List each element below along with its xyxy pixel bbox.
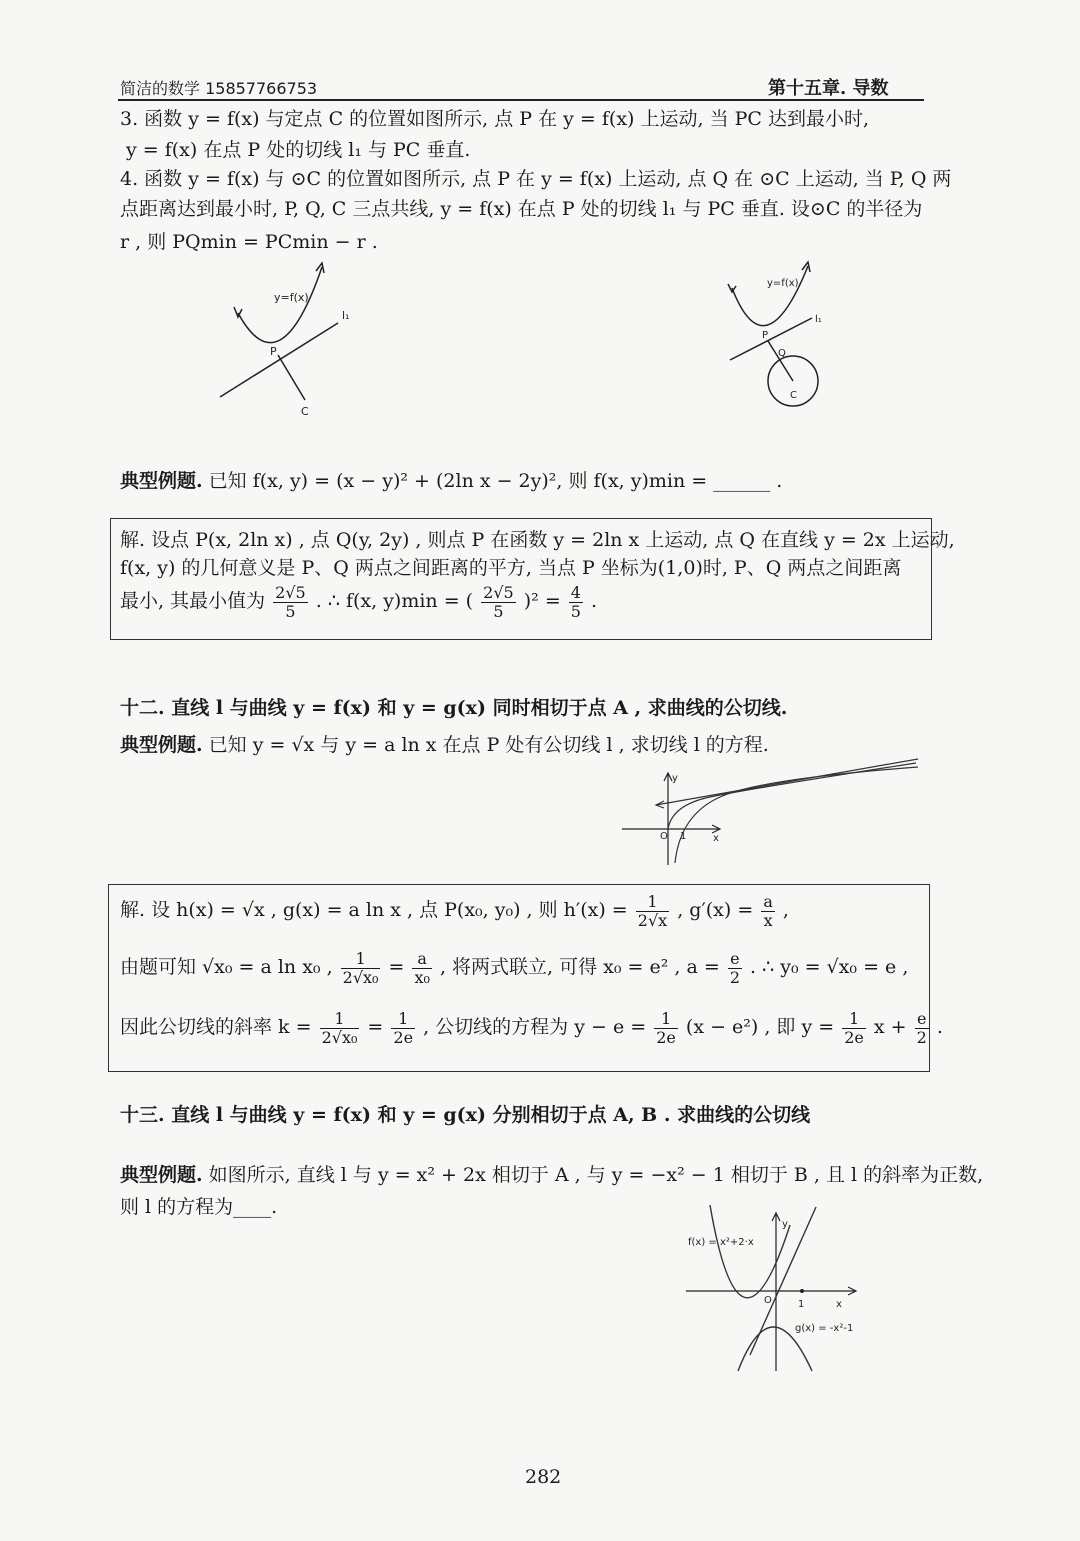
figure-parabolas [680,1205,880,1375]
example1-text: 已知 f(x, y) = (x − y)² + (2ln x − 2y)², 则 f(x, y)min = ______ . [208,470,783,492]
figure-sqrt-log [620,755,922,867]
curve-f [238,267,322,343]
tick-1-dot [800,1289,804,1293]
solution2-line3: 因此公切线的斜率 k = $\frac{1}{\text{2√x₀}}$ = $\frac{1}{2e}$ , 公切线的方程为 y − e = $\frac{1}{2e}$ (x − e²) , 即 y = $\frac{1}{2e}$ x + $\frac{e}{2}$ . [120,1009,943,1047]
item4-line2: 点距离达到最小时, P, Q, C 三点共线, y = f(x) 在点 P 处的切线 l₁ 与 PC 垂直. 设⊙C 的半径为 [120,198,923,220]
example1 [120,466,782,493]
s1-frac1: $\frac{2√5}{5}$ [275,583,306,621]
fig3-y-label: y [672,773,678,784]
fig4-g-label: g(x) = -x²-1 [795,1323,854,1334]
figure-tangent-point [210,255,380,430]
solution1-line2: f(x, y) 的几何意义是 P、Q 两点之间距离的平方, 当点 P 坐标为(1,0)时, P、Q 两点之间距离 [120,557,902,579]
solution2-line1: 解. 设 h(x) = √x , g(x) = a ln x , 点 P(x₀, y₀) , 则 h′(x) = $\frac{1}{2√x}$ , g′(x) = $\frac{a}{x}$ , [120,892,789,930]
s1-frac3: $\frac{4}{5}$ [570,583,581,621]
label-Q: Q [778,348,786,359]
s1-text-a: 最小, 其最小值为 [120,590,266,613]
parabola-f [710,1205,790,1298]
section12-example-text: 已知 y = √x 与 y = a ln x 在点 P 处有公切线 l , 求切线 l 的方程. [208,734,769,756]
section12-title: 十二. 直线 l 与曲线 y = f(x) 和 y = g(x) 同时相切于点 A , 求曲线的公切线. [120,697,788,719]
example1-prefix: 典型例题. [120,470,203,492]
fig4-x-label: x [836,1299,842,1310]
s1-text-c: )² = [523,590,561,613]
fig4-y-label: y [782,1219,788,1230]
label-l1: l₁ [342,309,350,322]
header-left: 简洁的数学 15857766753 [120,79,318,98]
section12-example [120,730,769,757]
item4-line1: 4. 函数 y = f(x) 与 ⊙C 的位置如图所示, 点 P 在 y = f(x) 上运动, 点 Q 在 ⊙C 上运动, 当 P, Q 两 [120,168,952,190]
fig4-tick1: 1 [798,1299,805,1310]
section13-example-text: 如图所示, 直线 l 与 y = x² + 2x 相切于 A , 与 y = −x² − 1 相切于 B , 且 l 的斜率为正数, [208,1164,984,1186]
section13-example-prefix: 典型例题. [120,1164,203,1186]
section13-example-line1 [120,1160,983,1187]
fig3-origin: O [660,831,668,842]
common-tangent [656,759,918,805]
fig3-x-label: x [713,833,719,844]
header-rule [118,99,924,101]
label-P-2: P [762,330,769,341]
solution1-line3 [120,584,597,620]
section13-title: 十三. 直线 l 与曲线 y = f(x) 和 y = g(x) 分别相切于点 A, B . 求曲线的公切线 [120,1104,811,1126]
fig4-origin: O [764,1295,772,1306]
segment-PC-2 [768,341,793,381]
header-right: 第十五章. 导数 [768,78,889,99]
fig4-f-label: f(x) = x²+2·x [688,1237,754,1248]
s1-text-b: . ∴ f(x, y)min = ( [315,590,474,613]
label-C-2: C [790,390,797,401]
item3-line1: 3. 函数 y = f(x) 与定点 C 的位置如图所示, 点 P 在 y = f(x) 上运动, 当 PC 达到最小时, [120,108,870,130]
curve-f2 [732,266,808,326]
segment-PC [278,355,305,400]
label-curve: y=f(x) [274,291,309,304]
fig3-tick1: 1 [680,831,687,842]
page-number: 282 [525,1466,562,1488]
label-curve-2: y=f(x) [767,278,799,289]
section12-example-prefix: 典型例题. [120,734,203,756]
item4-line3: r , 则 PQmin = PCmin − r . [120,231,378,253]
s1-text-d: . [591,590,598,613]
tangent-l1 [220,323,338,397]
item3-line2: y = f(x) 在点 P 处的切线 l₁ 与 PC 垂直. [126,139,471,161]
figure-tangent-circle [720,258,840,418]
label-P: P [270,345,277,358]
section13-example-line2: 则 l 的方程为____. [120,1196,278,1218]
label-l1-2: l₁ [815,314,822,325]
solution1-line1: 解. 设点 P(x, 2ln x) , 点 Q(y, 2y) , 则点 P 在函数 y = 2ln x 上运动, 点 Q 在直线 y = 2x 上运动, [120,529,955,551]
solution2-line2: 由题可知 √x₀ = a ln x₀ , $\frac{1}{\text{2√x₀}}$ = $\frac{a}{\text{x₀}}$ , 将两式联立, 可得 x₀ = e² , a = $\frac{e}{2}$ . ∴ y₀ = √x₀ = e , [120,949,909,987]
s1-frac2: $\frac{2√5}{5}$ [483,583,514,621]
label-C: C [301,405,309,418]
